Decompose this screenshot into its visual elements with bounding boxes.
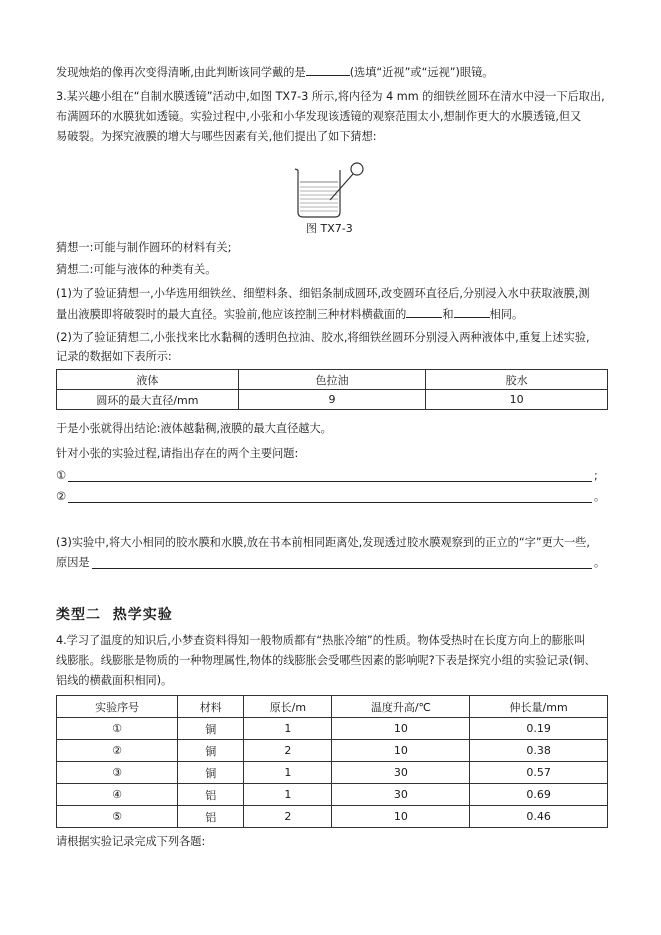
footer-line: 请根据实验记录完成下列各题: bbox=[56, 835, 206, 848]
section-label: 类型二 bbox=[56, 607, 101, 623]
answer-1-end: ; bbox=[594, 469, 598, 482]
part-2-line: (2)为了验证猜想二,小张找来比水黏稠的透明色拉油、胶水,将细铁丝圆环分别浸入两种液体中,重复上述实验, bbox=[56, 331, 590, 344]
question-4-line: 线膨胀。线膨胀是物质的一种物理属性,物体的线膨胀会受哪些因素的影响呢?下表是探究小组的实验记录(铜、 bbox=[56, 654, 596, 667]
liquid-table bbox=[56, 369, 608, 410]
text: 相同。 bbox=[489, 308, 524, 321]
part-1-line: (1)为了验证猜想一,小华选用细铁丝、细塑料条、细铝条制成圆环,改变圆环直径后,分别浸入水中获取液膜,测 bbox=[56, 287, 590, 300]
text: (选填“近视”或“远视”)眼镜。 bbox=[349, 66, 494, 79]
table-header-row bbox=[57, 696, 608, 718]
table-cell: 铜 bbox=[178, 740, 244, 762]
answer-2-line[interactable] bbox=[68, 502, 592, 503]
table-cell: 0.19 bbox=[470, 718, 608, 740]
table-header: 伸长量/mm bbox=[470, 696, 608, 718]
table-cell: 0.69 bbox=[470, 784, 608, 806]
table-header: 原长/m bbox=[244, 696, 332, 718]
table-cell: ① bbox=[57, 718, 178, 740]
answer-2-label: ② bbox=[56, 490, 67, 503]
beaker-ring-figure bbox=[290, 160, 370, 222]
table-header: 色拉油 bbox=[238, 370, 425, 390]
table-cell: 1 bbox=[244, 762, 332, 784]
table-cell: 10 bbox=[332, 718, 470, 740]
section-heading bbox=[56, 604, 173, 624]
table-cell: 2 bbox=[244, 806, 332, 828]
table-row bbox=[57, 762, 608, 784]
table-cell: 铜 bbox=[178, 762, 244, 784]
question-3-line: 布满圆环的水膜犹如透镜。实验过程中,小张和小华发现该透镜的观察范围太小,想制作更大的水膜透镜,但又 bbox=[56, 110, 582, 123]
table-header: 温度升高/℃ bbox=[332, 696, 470, 718]
table-cell: 30 bbox=[332, 784, 470, 806]
table-cell: 圆环的最大直径/mm bbox=[57, 390, 239, 410]
question-3-line: 易破裂。为探究液膜的增大与哪些因素有关,他们提出了如下猜想: bbox=[56, 130, 377, 143]
table-row bbox=[57, 740, 608, 762]
table-row bbox=[57, 718, 608, 740]
table-header-row bbox=[57, 370, 608, 390]
guess-1: 猜想一:可能与制作圆环的材料有关; bbox=[56, 241, 232, 254]
question-4-line: 铝线的横截面积相同)。 bbox=[56, 674, 173, 687]
question-line: 针对小张的实验过程,请指出存在的两个主要问题: bbox=[56, 447, 299, 460]
table-cell: 10 bbox=[426, 390, 608, 410]
text-line bbox=[56, 64, 616, 81]
table-cell: 10 bbox=[332, 806, 470, 828]
part-2-line: 记录的数据如下表所示: bbox=[56, 350, 172, 363]
table-cell: 1 bbox=[244, 718, 332, 740]
table-cell: ② bbox=[57, 740, 178, 762]
table-cell: 2 bbox=[244, 740, 332, 762]
table-header: 液体 bbox=[57, 370, 239, 390]
table-header: 实验序号 bbox=[57, 696, 178, 718]
table-header: 胶水 bbox=[426, 370, 608, 390]
table-cell: ④ bbox=[57, 784, 178, 806]
answer-1-line[interactable] bbox=[68, 481, 592, 482]
text: 量出液膜即将破裂时的最大直径。实验前,他应该控制三种材料横截面的 bbox=[56, 308, 407, 321]
answer-blank[interactable] bbox=[306, 64, 350, 76]
section-title: 热学实验 bbox=[112, 607, 173, 623]
question-3-line: 3.某兴趣小组在“自制水膜透镜”活动中,如图 TX7-3 所示,将内径为 4 mm 的细铁丝圆环在清水中浸一下后取出, bbox=[56, 90, 605, 103]
answer-3-line[interactable] bbox=[92, 568, 592, 569]
answer-blank[interactable] bbox=[454, 306, 490, 318]
table-row bbox=[57, 390, 608, 410]
part-3-label: 原因是 bbox=[56, 556, 90, 569]
table-cell: ⑤ bbox=[57, 806, 178, 828]
answer-2-end: 。 bbox=[594, 490, 606, 503]
table-cell: 9 bbox=[238, 390, 425, 410]
table-cell: 铜 bbox=[178, 718, 244, 740]
table-row bbox=[57, 806, 608, 828]
expansion-table bbox=[56, 695, 608, 828]
table-cell: ③ bbox=[57, 762, 178, 784]
table-cell: 0.57 bbox=[470, 762, 608, 784]
table-cell: 10 bbox=[332, 740, 470, 762]
table-cell: 0.46 bbox=[470, 806, 608, 828]
answer-blank[interactable] bbox=[406, 306, 442, 318]
table-cell: 铝 bbox=[178, 806, 244, 828]
table-cell: 1 bbox=[244, 784, 332, 806]
figure-caption: 图 TX7-3 bbox=[306, 222, 353, 235]
part-1-line bbox=[56, 306, 616, 323]
table-cell: 30 bbox=[332, 762, 470, 784]
question-4-line: 4.学习了温度的知识后,小梦查资料得知一般物质都有“热胀冷缩”的性质。物体受热时在长度方向上的膨胀叫 bbox=[56, 634, 586, 647]
text: 和 bbox=[442, 308, 454, 321]
part-3-end: 。 bbox=[594, 556, 606, 569]
part-3-line: (3)实验中,将大小相同的胶水膜和水膜,放在书本前相同距离处,发现透过胶水膜观察到的正立的“字”更大一些, bbox=[56, 536, 590, 549]
answer-1-label: ① bbox=[56, 469, 67, 482]
text: 发现烛焰的像再次变得清晰,由此判断该同学戴的是 bbox=[56, 66, 306, 79]
conclusion-line: 于是小张就得出结论:液体越黏稠,液膜的最大直径越大。 bbox=[56, 422, 332, 435]
table-cell: 0.38 bbox=[470, 740, 608, 762]
guess-2: 猜想二:可能与液体的种类有关。 bbox=[56, 263, 217, 276]
table-cell: 铝 bbox=[178, 784, 244, 806]
table-header: 材料 bbox=[178, 696, 244, 718]
table-row bbox=[57, 784, 608, 806]
